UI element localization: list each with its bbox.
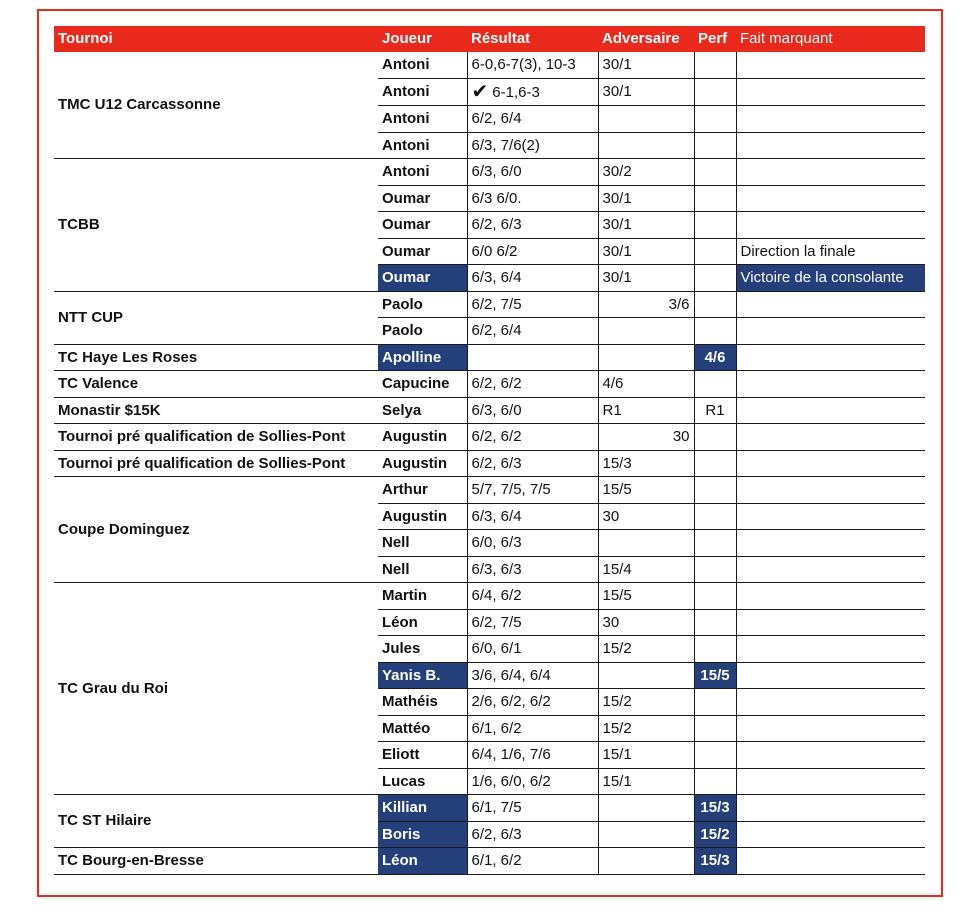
fait-marquant-cell	[736, 715, 925, 742]
fait-marquant-cell	[736, 636, 925, 663]
resultat-text: 6-1,6-3	[492, 83, 540, 101]
resultat-cell: 6/3, 6/4	[467, 265, 598, 292]
adversaire-cell	[598, 662, 694, 689]
joueur-cell: Oumar	[378, 212, 467, 239]
adversaire-cell	[598, 132, 694, 159]
tournoi-cell: TC ST Hilaire	[54, 795, 378, 848]
perf-cell	[694, 52, 736, 78]
resultat-cell: 6/0, 6/1	[467, 636, 598, 663]
adversaire-cell: 30/1	[598, 212, 694, 239]
joueur-cell: Léon	[378, 848, 467, 875]
adversaire-cell: 15/5	[598, 477, 694, 504]
joueur-cell: Antoni	[378, 52, 467, 78]
tournoi-cell: TMC U12 Carcassonne	[54, 52, 378, 159]
perf-cell: 4/6	[694, 344, 736, 371]
joueur-cell: Lucas	[378, 768, 467, 795]
fait-marquant-cell	[736, 78, 925, 106]
tournoi-cell: TCBB	[54, 159, 378, 292]
checkmark-icon: ✔	[471, 80, 489, 103]
resultat-cell: 3/6, 6/4, 6/4	[467, 662, 598, 689]
header-fait-marquant: Fait marquant	[736, 26, 925, 52]
adversaire-cell	[598, 318, 694, 345]
joueur-cell: Nell	[378, 556, 467, 583]
resultat-cell: 6/3, 6/0	[467, 159, 598, 186]
resultat-cell: 6/2, 6/3	[467, 821, 598, 848]
header-perf: Perf	[694, 26, 736, 52]
resultat-cell: 6/2, 6/3	[467, 212, 598, 239]
perf-cell	[694, 106, 736, 133]
resultat-cell: 6-0,6-7(3), 10-3	[467, 52, 598, 78]
fait-marquant-cell	[736, 742, 925, 769]
resultat-cell: 6/2, 6/2	[467, 424, 598, 451]
fait-marquant-cell	[736, 609, 925, 636]
fait-marquant-cell	[736, 821, 925, 848]
joueur-cell: Augustin	[378, 503, 467, 530]
joueur-cell: Léon	[378, 609, 467, 636]
table-row	[54, 291, 925, 318]
resultat-cell: 6/2, 7/5	[467, 609, 598, 636]
perf-cell	[694, 742, 736, 769]
adversaire-cell: 30/2	[598, 159, 694, 186]
joueur-cell: Yanis B.	[378, 662, 467, 689]
perf-cell	[694, 78, 736, 106]
perf-cell	[694, 132, 736, 159]
tournoi-cell: NTT CUP	[54, 291, 378, 344]
fait-marquant-cell	[736, 424, 925, 451]
fait-marquant-cell: Direction la finale	[736, 238, 925, 265]
adversaire-cell: 30/1	[598, 185, 694, 212]
fait-marquant-cell	[736, 583, 925, 610]
fait-marquant-cell	[736, 477, 925, 504]
adversaire-cell: 15/4	[598, 556, 694, 583]
resultat-cell: 6/3, 7/6(2)	[467, 132, 598, 159]
table-row	[54, 848, 925, 875]
joueur-cell: Nell	[378, 530, 467, 557]
adversaire-cell	[598, 344, 694, 371]
resultat-cell: 2/6, 6/2, 6/2	[467, 689, 598, 716]
table-row	[54, 397, 925, 424]
fait-marquant-cell	[736, 503, 925, 530]
fait-marquant-cell	[736, 371, 925, 398]
resultat-cell: 6/3, 6/4	[467, 503, 598, 530]
perf-cell	[694, 424, 736, 451]
adversaire-cell	[598, 106, 694, 133]
perf-cell	[694, 159, 736, 186]
fait-marquant-cell	[736, 556, 925, 583]
joueur-cell: Martin	[378, 583, 467, 610]
perf-cell	[694, 185, 736, 212]
tournoi-cell: TC Bourg-en-Bresse	[54, 848, 378, 875]
adversaire-cell: 15/2	[598, 689, 694, 716]
tournoi-cell: Tournoi pré qualification de Sollies-Pont	[54, 450, 378, 477]
joueur-cell: Oumar	[378, 265, 467, 292]
perf-cell: 15/3	[694, 795, 736, 822]
fait-marquant-cell	[736, 185, 925, 212]
joueur-cell: Arthur	[378, 477, 467, 504]
resultat-cell: 6/3, 6/3	[467, 556, 598, 583]
resultat-cell: 1/6, 6/0, 6/2	[467, 768, 598, 795]
fait-marquant-cell	[736, 52, 925, 78]
fait-marquant-cell	[736, 291, 925, 318]
resultat-cell: 6/1, 6/2	[467, 715, 598, 742]
table-row	[54, 344, 925, 371]
perf-cell	[694, 450, 736, 477]
fait-marquant-cell	[736, 848, 925, 875]
fait-marquant-cell	[736, 212, 925, 239]
tournoi-cell: TC Haye Les Roses	[54, 344, 378, 371]
perf-cell	[694, 318, 736, 345]
joueur-cell: Augustin	[378, 450, 467, 477]
joueur-cell: Mathéis	[378, 689, 467, 716]
resultat-cell: 6/1, 6/2	[467, 848, 598, 875]
joueur-cell: Oumar	[378, 185, 467, 212]
joueur-cell: Augustin	[378, 424, 467, 451]
joueur-cell: Boris	[378, 821, 467, 848]
fait-marquant-cell	[736, 397, 925, 424]
resultat-cell: 6/3 6/0.	[467, 185, 598, 212]
resultat-cell: 5/7, 7/5, 7/5	[467, 477, 598, 504]
table-row	[54, 795, 925, 822]
fait-marquant-cell	[736, 662, 925, 689]
adversaire-cell: 15/2	[598, 636, 694, 663]
fait-marquant-cell	[736, 795, 925, 822]
perf-cell	[694, 530, 736, 557]
perf-cell: 15/5	[694, 662, 736, 689]
perf-cell	[694, 636, 736, 663]
resultat-cell: 6/2, 6/4	[467, 318, 598, 345]
resultat-cell: 6/0, 6/3	[467, 530, 598, 557]
joueur-cell: Antoni	[378, 78, 467, 106]
perf-cell	[694, 212, 736, 239]
perf-cell	[694, 371, 736, 398]
header-tournoi: Tournoi	[54, 26, 378, 52]
perf-cell	[694, 609, 736, 636]
adversaire-cell: 30/1	[598, 78, 694, 106]
adversaire-cell: 30/1	[598, 265, 694, 292]
tournoi-cell: Tournoi pré qualification de Sollies-Pont	[54, 424, 378, 451]
fait-marquant-cell	[736, 768, 925, 795]
joueur-cell: Killian	[378, 795, 467, 822]
header-row	[54, 26, 925, 52]
adversaire-cell	[598, 530, 694, 557]
resultat-cell: 6/1, 7/5	[467, 795, 598, 822]
resultat-cell: 6/2, 6/2	[467, 371, 598, 398]
joueur-cell: Oumar	[378, 238, 467, 265]
perf-cell: 15/3	[694, 848, 736, 875]
joueur-cell: Antoni	[378, 159, 467, 186]
resultat-cell	[467, 344, 598, 371]
joueur-cell: Antoni	[378, 132, 467, 159]
adversaire-cell: 15/5	[598, 583, 694, 610]
perf-cell	[694, 715, 736, 742]
perf-cell	[694, 477, 736, 504]
tournoi-cell: Monastir $15K	[54, 397, 378, 424]
fait-marquant-cell: Victoire de la consolante	[736, 265, 925, 292]
fait-marquant-cell	[736, 159, 925, 186]
resultat-cell: 6/2, 6/4	[467, 106, 598, 133]
adversaire-cell: R1	[598, 397, 694, 424]
table-row	[54, 450, 925, 477]
adversaire-cell: 30	[598, 609, 694, 636]
resultat-cell: 6/0 6/2	[467, 238, 598, 265]
header-joueur: Joueur	[378, 26, 467, 52]
header-resultat: Résultat	[467, 26, 598, 52]
resultat-cell: 6/2, 7/5	[467, 291, 598, 318]
joueur-cell: Jules	[378, 636, 467, 663]
adversaire-cell: 30	[598, 424, 694, 451]
perf-cell	[694, 583, 736, 610]
joueur-cell: Eliott	[378, 742, 467, 769]
joueur-cell: Mattéo	[378, 715, 467, 742]
perf-cell	[694, 503, 736, 530]
fait-marquant-cell	[736, 689, 925, 716]
fait-marquant-cell	[736, 318, 925, 345]
fait-marquant-cell	[736, 450, 925, 477]
tournoi-cell: TC Grau du Roi	[54, 583, 378, 795]
resultat-cell	[467, 78, 598, 106]
adversaire-cell	[598, 795, 694, 822]
adversaire-cell: 15/1	[598, 768, 694, 795]
adversaire-cell: 15/1	[598, 742, 694, 769]
perf-cell	[694, 265, 736, 292]
results-table	[54, 26, 925, 875]
joueur-cell: Paolo	[378, 318, 467, 345]
joueur-cell: Apolline	[378, 344, 467, 371]
perf-cell	[694, 291, 736, 318]
fait-marquant-cell	[736, 106, 925, 133]
adversaire-cell: 15/2	[598, 715, 694, 742]
perf-cell: 15/2	[694, 821, 736, 848]
perf-cell	[694, 556, 736, 583]
perf-cell	[694, 238, 736, 265]
fait-marquant-cell	[736, 530, 925, 557]
joueur-cell: Capucine	[378, 371, 467, 398]
joueur-cell: Paolo	[378, 291, 467, 318]
adversaire-cell: 4/6	[598, 371, 694, 398]
fait-marquant-cell	[736, 132, 925, 159]
table-row	[54, 583, 925, 610]
joueur-cell: Selya	[378, 397, 467, 424]
adversaire-cell: 30/1	[598, 52, 694, 78]
adversaire-cell: 15/3	[598, 450, 694, 477]
adversaire-cell	[598, 821, 694, 848]
adversaire-cell: 30	[598, 503, 694, 530]
resultat-cell: 6/2, 6/3	[467, 450, 598, 477]
perf-cell	[694, 768, 736, 795]
table-row	[54, 477, 925, 504]
resultat-cell: 6/4, 1/6, 7/6	[467, 742, 598, 769]
fait-marquant-cell	[736, 344, 925, 371]
resultat-cell: 6/4, 6/2	[467, 583, 598, 610]
adversaire-cell: 3/6	[598, 291, 694, 318]
table-row	[54, 424, 925, 451]
header-adversaire: Adversaire	[598, 26, 694, 52]
adversaire-cell: 30/1	[598, 238, 694, 265]
adversaire-cell	[598, 848, 694, 875]
perf-cell: R1	[694, 397, 736, 424]
table-row	[54, 159, 925, 186]
joueur-cell: Antoni	[378, 106, 467, 133]
resultat-cell: 6/3, 6/0	[467, 397, 598, 424]
table-row	[54, 371, 925, 398]
perf-cell	[694, 689, 736, 716]
table-row	[54, 52, 925, 78]
tournoi-cell: TC Valence	[54, 371, 378, 398]
tournoi-cell: Coupe Dominguez	[54, 477, 378, 583]
